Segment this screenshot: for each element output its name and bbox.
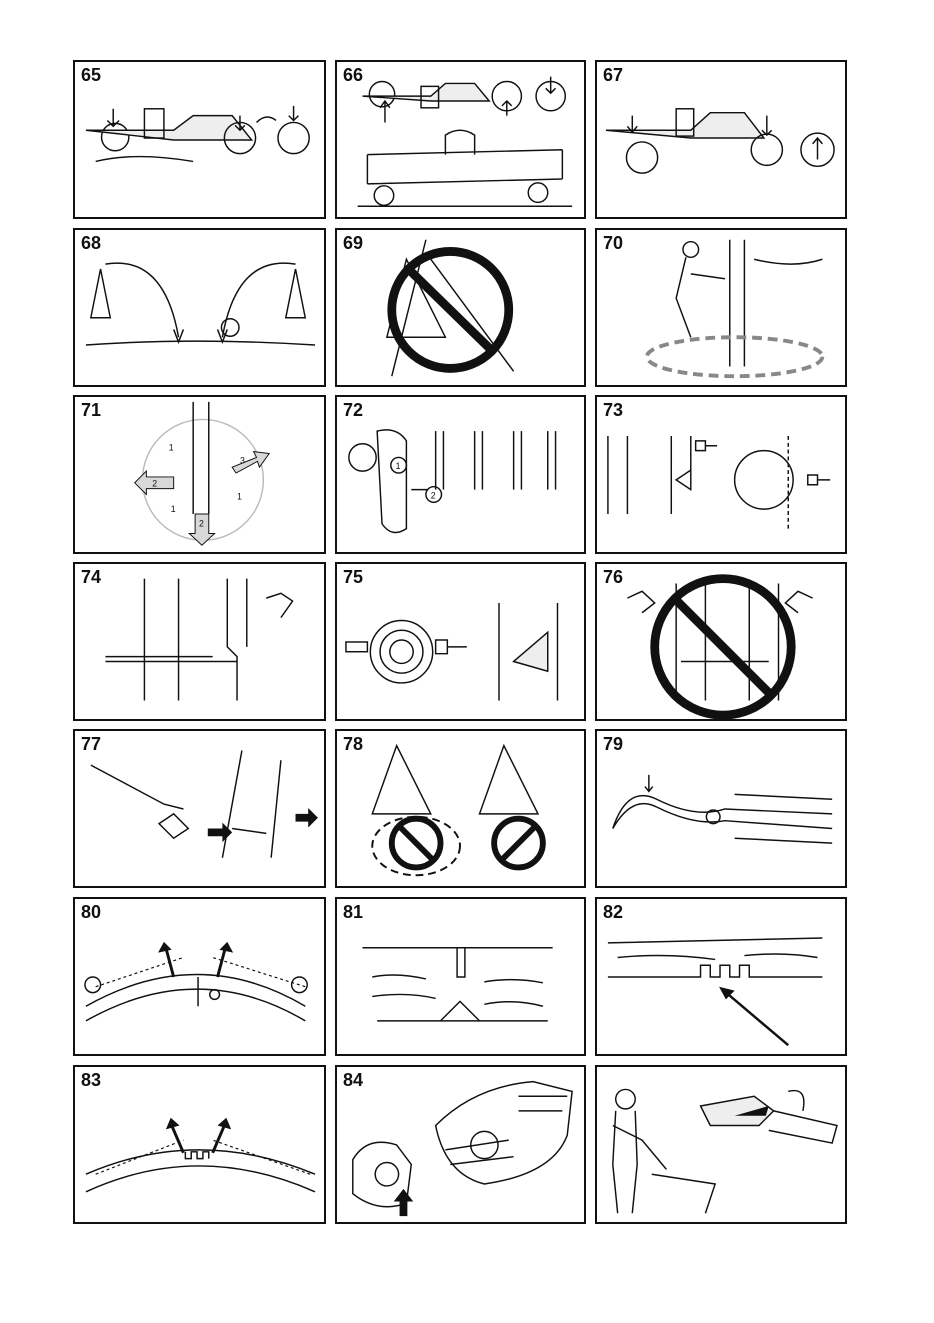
- figure-number: 79: [603, 734, 624, 754]
- illustration-no-hung-tree: [337, 230, 584, 385]
- illustration-no-work-under-hung-tree: [337, 731, 584, 886]
- figure-73: [595, 395, 847, 554]
- figure-number: 71: [81, 400, 102, 420]
- figure-65: [73, 60, 326, 219]
- figure-number: 82: [603, 902, 624, 922]
- illustration-felling-cut-height: [75, 564, 324, 719]
- illustration-multiple-relief-cuts: [597, 899, 845, 1054]
- figure-82: [595, 897, 847, 1056]
- figure-number: 83: [81, 1070, 102, 1090]
- illustration-felling-directions: [75, 397, 324, 552]
- figure-number: 73: [603, 400, 624, 420]
- illustration-clearing-trunk: [597, 230, 845, 385]
- direction-label-1: 1: [168, 442, 174, 453]
- figure-number: 78: [343, 734, 364, 754]
- figure-68: [73, 228, 326, 387]
- illustration-bending-log-tension: [75, 899, 324, 1054]
- figure-number: 84: [343, 1070, 364, 1090]
- illustration-log-cut-from-above-below: [337, 899, 584, 1054]
- figure-72: [335, 395, 586, 554]
- figure-number: 76: [603, 567, 624, 587]
- figure-83: [73, 1065, 326, 1224]
- illustration-no-wrong-cut: [597, 564, 845, 719]
- figure-70: [595, 228, 847, 387]
- direction-label-3: 3: [239, 455, 245, 466]
- figure-number: 68: [81, 233, 102, 253]
- figure-number: 81: [343, 902, 364, 922]
- illustration-hinge-wood: [337, 564, 584, 719]
- illustration-overcut-saw: [597, 62, 845, 217]
- figure-number: 77: [81, 734, 102, 754]
- step-label-1: 1: [395, 461, 401, 472]
- illustration-log-supported: [337, 62, 584, 217]
- illustration-undercut-saw: [75, 62, 324, 217]
- figure-80: [73, 897, 326, 1056]
- figure-67: [595, 60, 847, 219]
- direction-label-1b: 1: [237, 491, 242, 502]
- illustration-sighting-felling: [337, 397, 584, 552]
- figure-number: 74: [81, 567, 102, 587]
- illustration-arched-log-relief-cuts: [75, 1067, 324, 1222]
- step-label-2: 2: [430, 490, 436, 501]
- figure-77: [73, 729, 326, 888]
- figure-75: [335, 562, 586, 721]
- figure-66: [335, 60, 586, 219]
- figure-number: 66: [343, 65, 364, 85]
- figure-number: 69: [343, 233, 364, 253]
- direction-label-2b: 2: [199, 518, 204, 529]
- figure-71: [73, 395, 326, 554]
- illustration-felling-lever-wedge: [75, 731, 324, 886]
- figure-number: 67: [603, 65, 624, 85]
- illustration-chain-brake-cover: [337, 1067, 584, 1222]
- figure-number: 75: [343, 567, 364, 587]
- figure-unnumbered: [595, 1065, 847, 1224]
- figure-74: [73, 562, 326, 721]
- figure-79: [595, 729, 847, 888]
- illustration-directional-notch: [597, 397, 845, 552]
- figure-number: 70: [603, 233, 624, 253]
- illustration-felling-danger-zone: [75, 230, 324, 385]
- figure-number: 80: [81, 902, 102, 922]
- figure-69: [335, 228, 586, 387]
- direction-label-1c: 1: [170, 504, 176, 515]
- figure-78: [335, 729, 586, 888]
- figure-81: [335, 897, 586, 1056]
- illustration-operator-with-saw: [597, 1067, 845, 1222]
- direction-label-2: 2: [152, 478, 158, 489]
- figure-76: [595, 562, 847, 721]
- figure-84: [335, 1065, 586, 1224]
- figure-number: 65: [81, 65, 102, 85]
- figure-number: 72: [343, 400, 364, 420]
- illustration-tree-under-tension: [597, 731, 845, 886]
